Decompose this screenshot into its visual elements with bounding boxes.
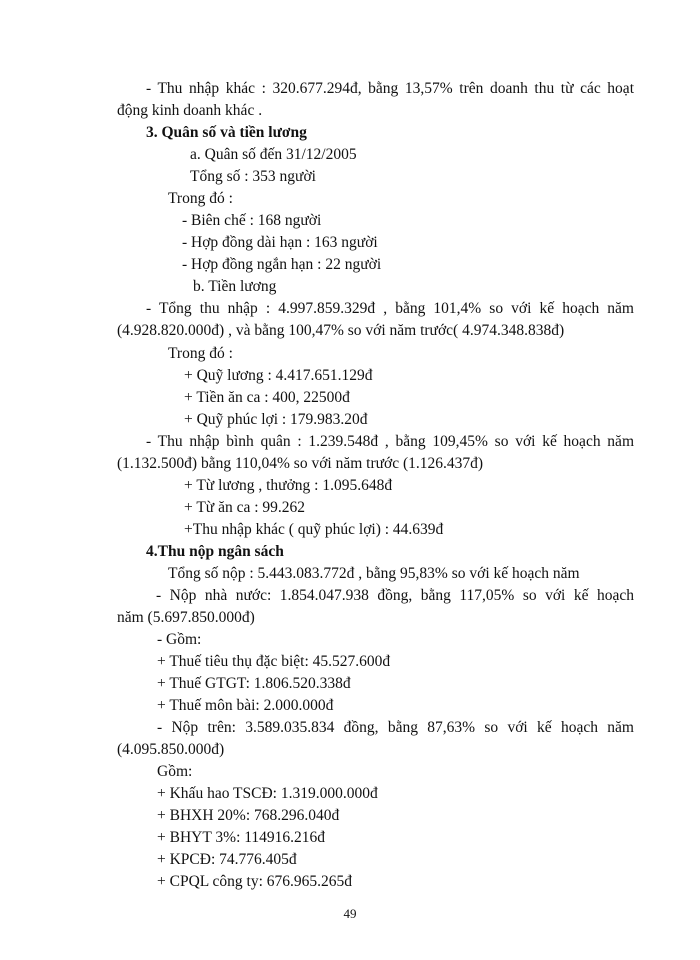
text-line: động kinh doanh khác . (117, 102, 263, 119)
text-line: (4.928.820.000đ) , và bằng 100,47% so với năm trước( 4.974.348.838đ) (117, 322, 565, 339)
text-line: Trong đó : (168, 190, 233, 207)
text-line: - Thu nhập khác : 320.677.294đ, bằng 13,57% trên doanh thu từ các hoạt (146, 80, 634, 97)
text-line: - Tổng thu nhập : 4.997.859.329đ , bằng 101,4% so với kế hoạch năm (146, 300, 634, 317)
list-item: + CPQL công ty: 676.965.265đ (157, 873, 353, 890)
text-line: - Thu nhập bình quân : 1.239.548đ , bằng 109,45% so với kế hoạch năm (146, 433, 634, 450)
list-item: + Thuế môn bài: 2.000.000đ (157, 697, 334, 714)
section-heading: 4.Thu nộp ngân sách (146, 543, 284, 560)
list-item: + Khấu hao TSCĐ: 1.319.000.000đ (157, 785, 378, 802)
page-number: 49 (343, 906, 357, 921)
list-item: - Hợp đồng dài hạn : 163 người (182, 234, 378, 251)
list-item: + Thuế GTGT: 1.806.520.338đ (157, 675, 351, 692)
list-item: +Thu nhập khác ( quỹ phúc lợi) : 44.639đ (184, 521, 444, 538)
list-item: - Hợp đồng ngắn hạn : 22 người (182, 256, 382, 273)
text-line: - Nộp nhà nước: 1.854.047.938 đồng, bằng 117,05% so với kế hoạch (156, 587, 634, 604)
text-line: - Gồm: (157, 631, 202, 648)
list-item: + Từ ăn ca : 99.262 (184, 499, 306, 516)
list-item: + BHYT 3%: 114916.216đ (157, 829, 326, 846)
text-line: (1.132.500đ) bằng 110,04% so với năm trước (1.126.437đ) (117, 455, 484, 472)
text-line: - Nộp trên: 3.589.035.834 đồng, bằng 87,63% so với kế hoạch năm (157, 719, 634, 736)
list-item: + Từ lương , thưởng : 1.095.648đ (184, 477, 393, 494)
list-item: - Biên chế : 168 người (182, 212, 322, 229)
text-line: Gồm: (157, 763, 193, 780)
list-item: + Tiền ăn ca : 400, 22500đ (184, 389, 350, 406)
text-line: (4.095.850.000đ) (117, 741, 225, 758)
subsection-heading: a. Quân số đến 31/12/2005 (190, 146, 357, 163)
list-item: + Thuế tiêu thụ đặc biệt: 45.527.600đ (157, 653, 391, 670)
list-item: + BHXH 20%: 768.296.040đ (157, 807, 340, 824)
list-item: + KPCĐ: 74.776.405đ (157, 851, 297, 868)
text-line: Tổng số : 353 người (190, 168, 316, 185)
text-line: Tổng số nộp : 5.443.083.772đ , bằng 95,83% so với kế hoạch năm (168, 565, 580, 582)
text-line: năm (5.697.850.000đ) (117, 609, 255, 626)
list-item: + Quỹ phúc lợi : 179.983.20đ (184, 411, 368, 428)
subsection-heading: b. Tiền lương (193, 278, 277, 295)
section-heading: 3. Quân số và tiền lương (146, 124, 307, 141)
text-line: Trong đó : (168, 345, 233, 362)
list-item: + Quỹ lương : 4.417.651.129đ (184, 367, 373, 384)
